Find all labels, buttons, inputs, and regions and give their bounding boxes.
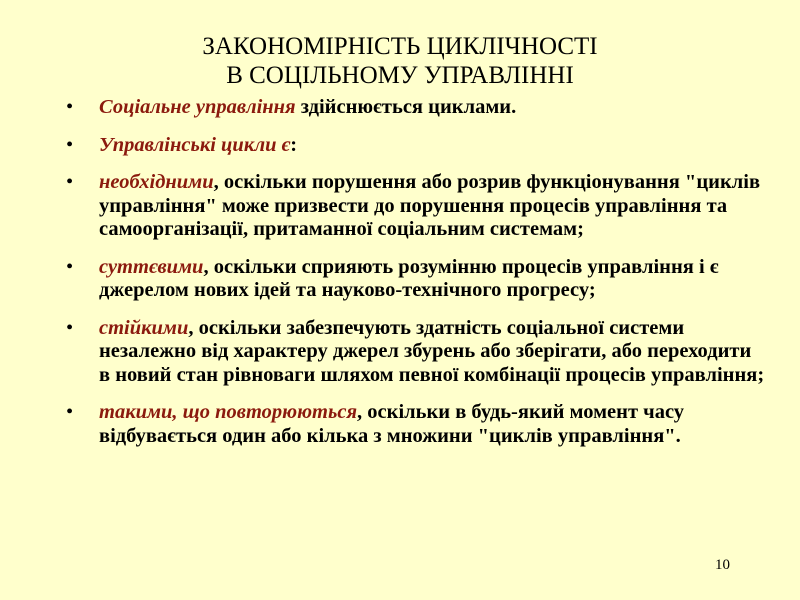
bullet-item-stable xyxy=(66,317,766,388)
slide-number: 10 xyxy=(715,557,730,573)
bullet-text: здійснюється циклами. xyxy=(295,96,517,118)
bullet-list xyxy=(66,96,766,462)
bullet-item-social-management xyxy=(66,96,766,120)
bullet-term: стійкими xyxy=(99,316,189,339)
bullet-term: суттєвими xyxy=(99,255,204,278)
bullet-item-essential xyxy=(66,256,766,303)
bullet-term: Соціальне управління xyxy=(99,96,296,118)
bullet-text: , оскільки порушення або розрив функціонування "циклів управління" може призвести до порушення процесів управління та самоорганізації, притаманної соціальним системам; xyxy=(99,171,761,240)
bullet-term: Управлінські цикли є xyxy=(99,133,291,156)
title-line-2: В СОЦІЛЬНОМУ УПРАВЛІННІ xyxy=(226,62,574,89)
bullet-item-management-cycles xyxy=(66,134,766,158)
bullet-item-repeating xyxy=(66,401,766,448)
bullet-item-necessary xyxy=(66,171,766,242)
slide-title xyxy=(0,32,800,90)
bullet-text: , оскільки сприяють розумінню процесів управління і є джерелом нових ідей та науково-технічного прогресу; xyxy=(99,255,719,301)
bullet-text: : xyxy=(290,133,298,156)
title-line-1: ЗАКОНОМІРНІСТЬ ЦИКЛІЧНОСТІ xyxy=(202,33,598,60)
bullet-text: , оскільки в будь-який момент часу відбувається один або кілька з множини "циклів управління". xyxy=(99,401,685,447)
bullet-text: , оскільки забезпечують здатність соціальної системи незалежно від характеру джерел збурень або зберігати, або переходити в новий стан рівноваги шляхом певної комбінації процесів управління; xyxy=(99,316,765,386)
bullet-term: необхідними xyxy=(99,171,214,193)
bullet-term: такими, що повторюються xyxy=(99,401,358,423)
